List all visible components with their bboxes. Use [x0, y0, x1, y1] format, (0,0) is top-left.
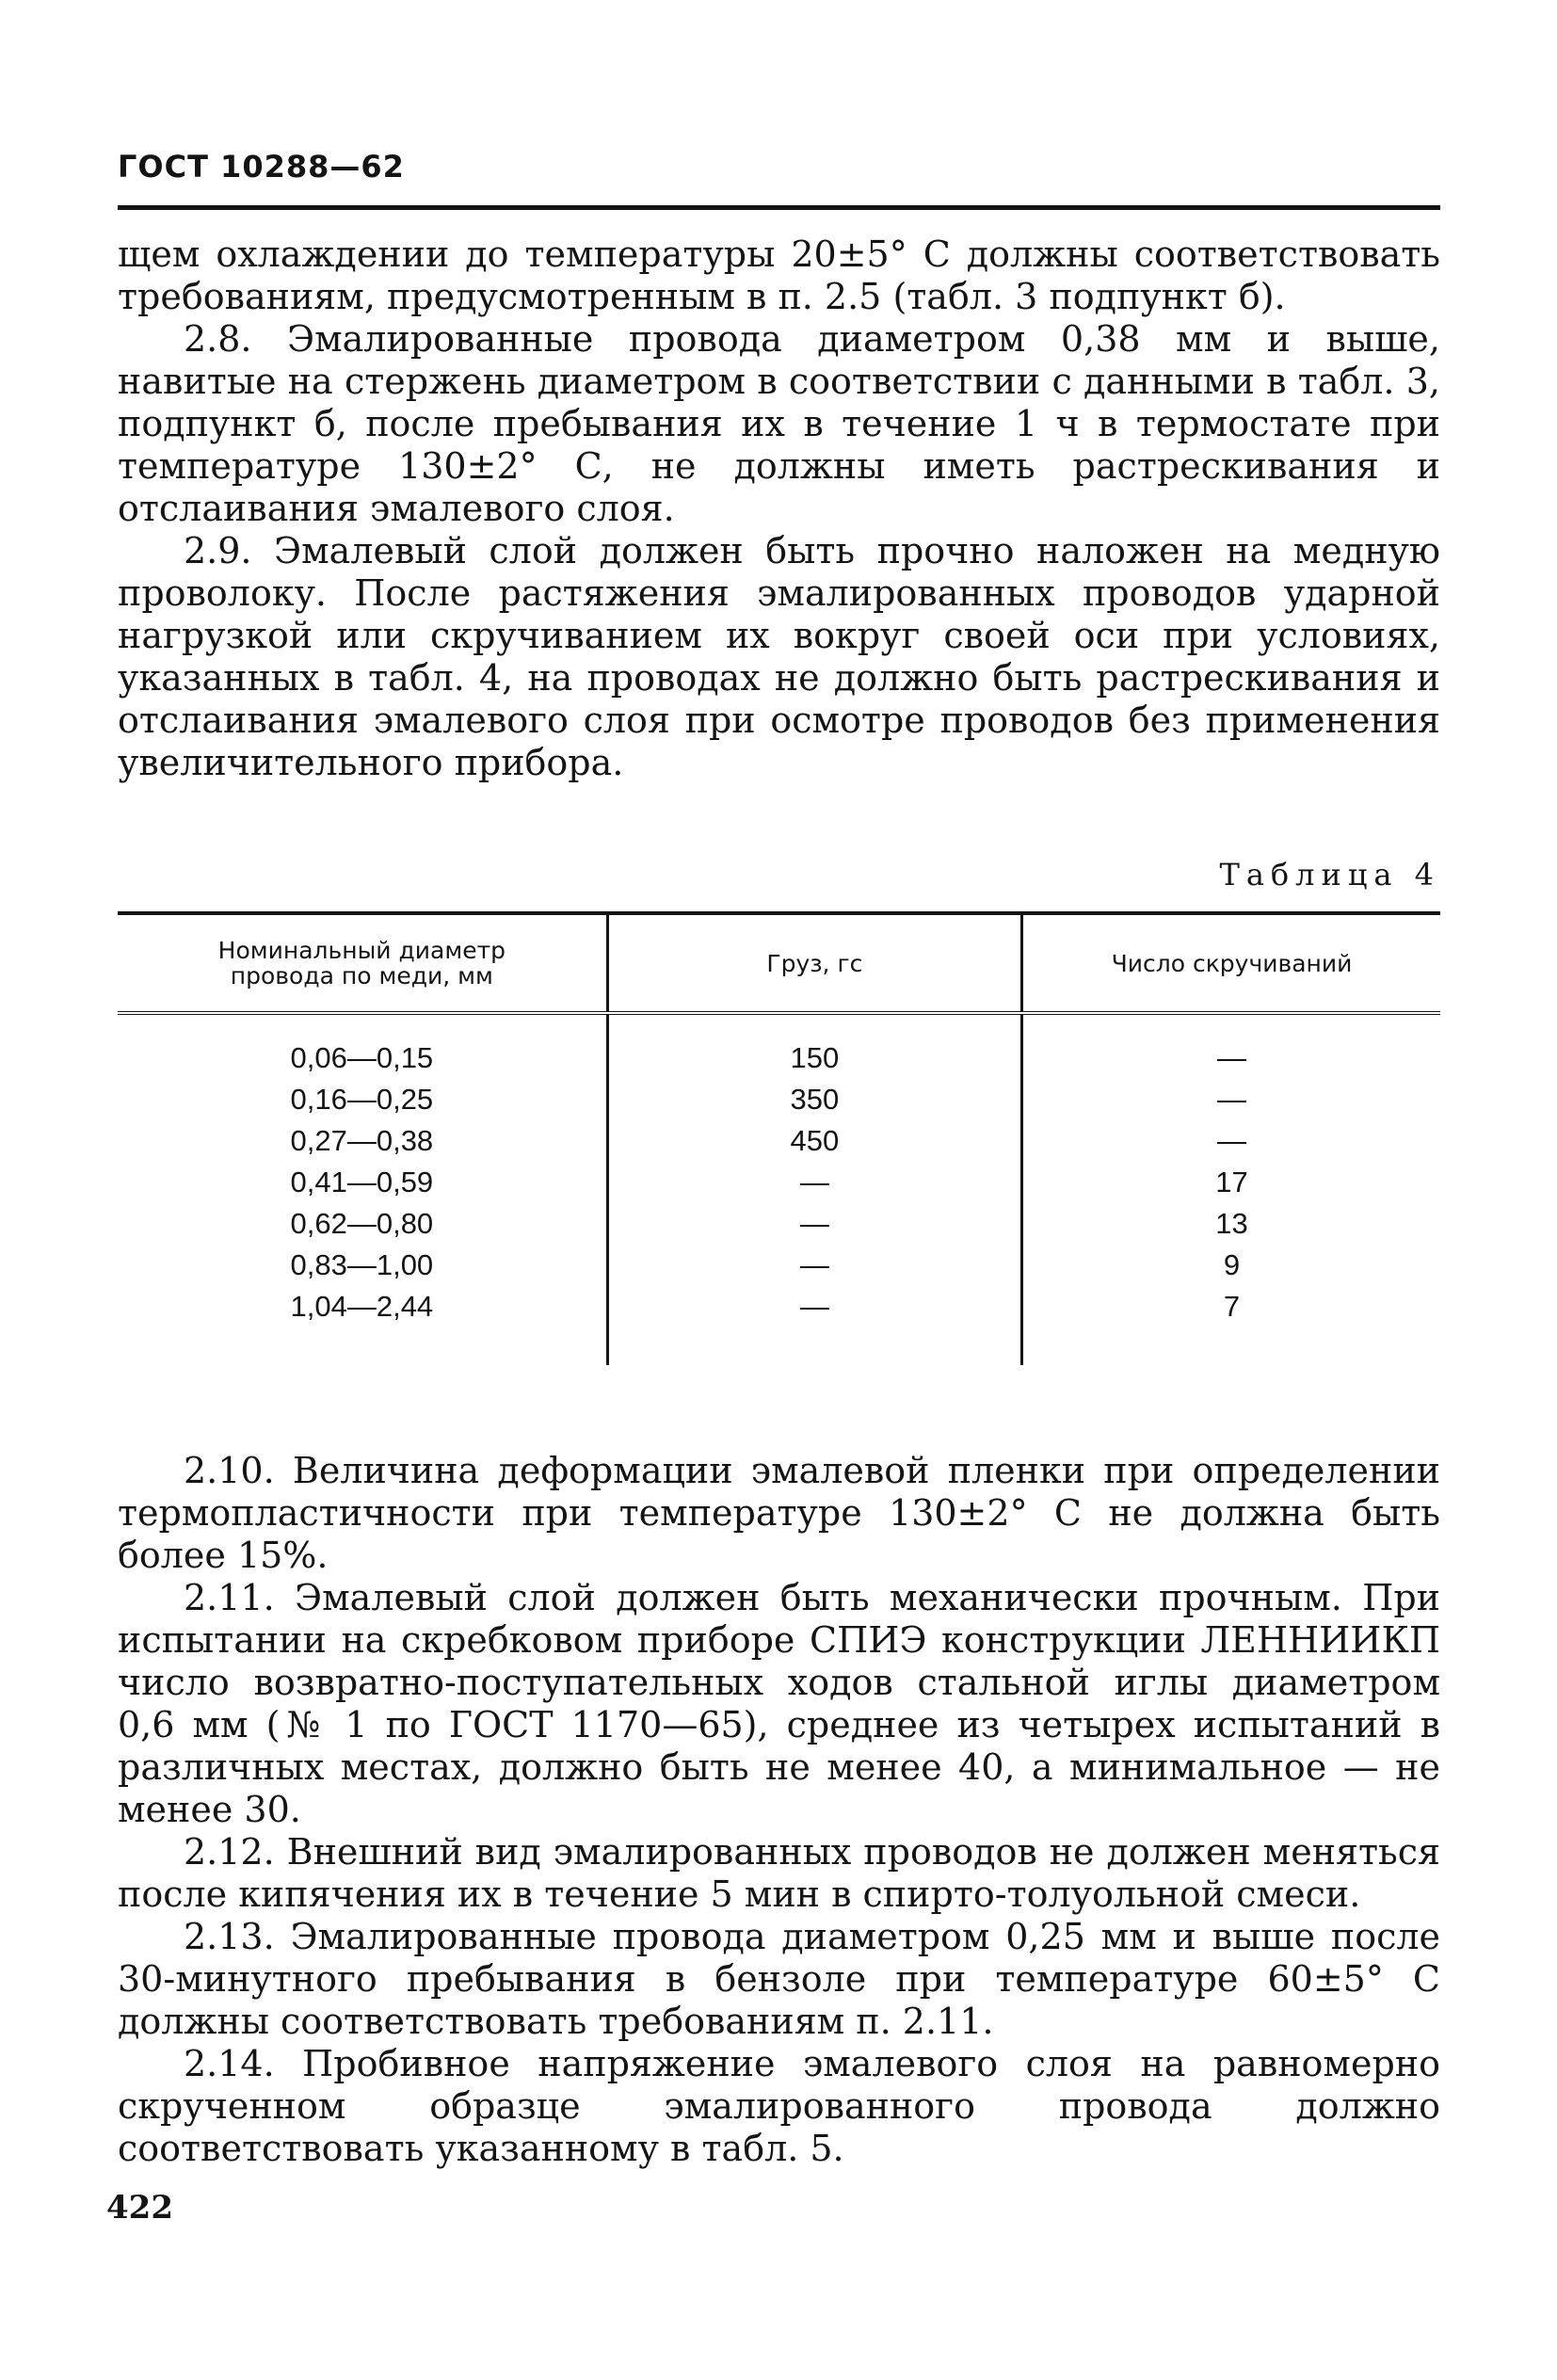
column-header-twists: Число скручиваний — [1021, 913, 1440, 1013]
column-header-load: Груз, гс — [607, 913, 1021, 1013]
table-caption: Таблица 4 — [1219, 857, 1440, 892]
header-rule — [118, 205, 1440, 210]
table-row: 0,16—0,25 350 — — [118, 1079, 1440, 1120]
text-block-top — [118, 233, 1440, 784]
paragraph-continuation: щем охлаждении до температуры 20±5° С должны соответствовать требованиям, предусмотренным в п. 2.5 (табл. 3 подпункт б). — [118, 233, 1440, 317]
paragraph-2-8: 2.8. Эмалированные провода диаметром 0,38 мм и выше, навитые на стержень диаметром в соответствии с данными в табл. 3, подпункт б, после пребывания их в течение 1 ч в термостате при температуре 130±2° С, не должны иметь растрескивания и отслаивания эмалевого слоя. — [118, 318, 1440, 529]
paragraph-2-9: 2.9. Эмалевый слой должен быть прочно наложен на медную проволоку. После растяжения эмалированных проводов ударной нагрузкой или скручиванием их вокруг своей оси при условиях, указанных в табл. 4, на проводах не должно быть растрескивания и отслаивания эмалевого слоя при осмотре проводов без применения увеличительного прибора. — [118, 530, 1440, 783]
table-row: 0,27—0,38 450 — — [118, 1120, 1440, 1162]
paragraph-2-10: 2.10. Величина деформации эмалевой пленки при определении термопластичности при температуре 130±2° С не должна быть более 15%. — [118, 1450, 1440, 1576]
column-header-diameter: Номинальный диаметр провода по меди, мм — [118, 913, 607, 1013]
table-row: 1,04—2,44 — 7 — [118, 1286, 1440, 1365]
table-row: 0,41—0,59 — 17 — [118, 1162, 1440, 1203]
document-header: ГОСТ 10288—62 — [118, 149, 405, 185]
paragraph-2-14: 2.14. Пробивное напряжение эмалевого слоя на равномерно скрученном образце эмалированного провода должно соответствовать указанному в табл. 5. — [118, 2043, 1440, 2169]
text-block-bottom — [118, 1450, 1440, 2170]
table-4 — [118, 911, 1440, 1365]
paragraph-2-12: 2.12. Внешний вид эмалированных проводов не должен меняться после кипячения их в течение 5 мин в спирто-толуольной смеси. — [118, 1831, 1440, 1915]
page-number: 422 — [106, 2189, 173, 2227]
paragraph-2-13: 2.13. Эмалированные провода диаметром 0,25 мм и выше после 30-минутного пребывания в бензоле при температуре 60±5° С должны соответствовать требованиям п. 2.11. — [118, 1916, 1440, 2042]
paragraph-2-11: 2.11. Эмалевый слой должен быть механически прочным. При испытании на скребковом приборе СПИЭ конструкции ЛЕННИИКП число возвратно-поступательных ходов стальной иглы диаметром 0,6 мм (№ 1 по ГОСТ 1170—65), среднее из четырех испытаний в различных местах, должно быть не менее 40, а минимальное — не менее 30. — [118, 1577, 1440, 1830]
table-row: 0,62—0,80 — 13 — [118, 1203, 1440, 1245]
table-row: 0,83—1,00 — 9 — [118, 1245, 1440, 1286]
table-row: 0,06—0,15 150 — — [118, 1013, 1440, 1079]
